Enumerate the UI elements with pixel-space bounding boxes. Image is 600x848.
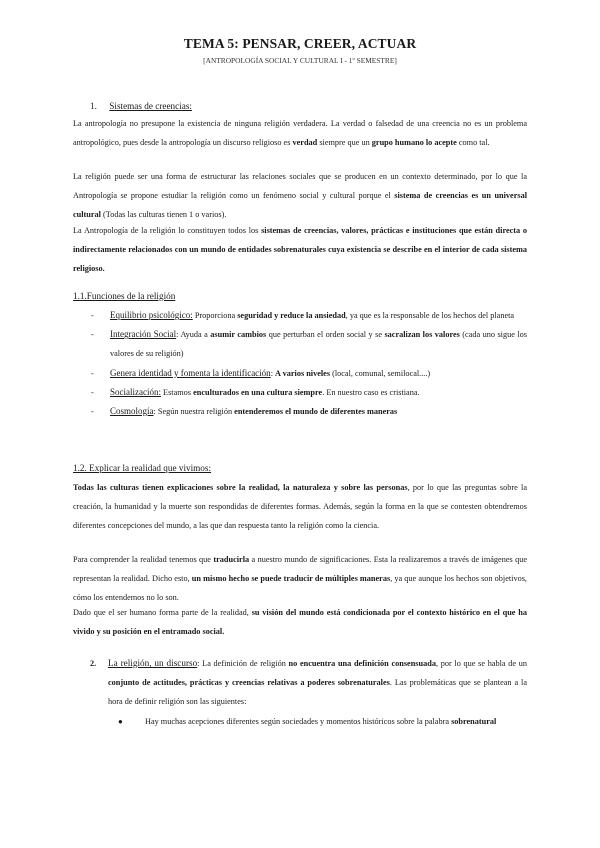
function-text: Proporciona seguridad y reduce la ansiedad, ya que es la responsable de los hechos del planeta <box>192 311 515 320</box>
section-1-2-paragraph-2: Para comprender la realidad tenemos que traducirla a nuestro mundo de significaciones. Esta la realizaremos a través de imágenes que representan la realidad. Dicho esto, un mismo hecho se puede traducir de múltiples maneras, ya que aunque los hechos son objetivos, cómo los entendemos no lo son. <box>73 555 527 603</box>
section-1-1-title: 1.1.Funciones de la religión <box>73 291 176 301</box>
bullet-item <box>108 712 527 731</box>
bold-emphasis: entenderemos el mundo de diferentes maneras <box>234 407 398 417</box>
section-1-2-heading <box>73 463 211 473</box>
bullet-marker: ● <box>118 717 123 726</box>
section-1-2-paragraph-3: Dado que el ser humano forma parte de la realidad, su visión del mundo está condicionada por el contexto histórico en el que ha vivido y su posición en el entramado social. <box>73 608 527 637</box>
function-item-4 <box>73 383 527 402</box>
function-label: Equilibrio psicológico: <box>110 310 193 320</box>
section-2-title: La religión, un discurso <box>108 658 198 668</box>
bullet-text: Hay muchas acepciones diferentes según sociedades y momentos históricos sobre la palabra sobrenatural <box>145 717 497 726</box>
bold-emphasis: conjunto de actitudes, prácticas y creencias relativas a poderes sobrenaturales <box>108 678 390 688</box>
functions-list <box>73 306 527 421</box>
bold-emphasis: Todas las culturas tienen explicaciones sobre la realidad, la naturaleza y sobre las personas <box>73 483 408 492</box>
section-1-1-heading <box>73 291 175 301</box>
bold-emphasis: verdad <box>292 138 318 148</box>
function-text: : Ayuda a asumir cambios que perturban el orden social y se sacralizan los valores (cada uno sigue los valores de su religión) <box>110 330 527 359</box>
section-1-title: Sistemas de creencias: <box>109 101 192 111</box>
section-1-paragraph-1: La antropología no presupone la existencia de ninguna religión verdadera. La verdad o falsedad de una creencia no es un problema antropológico, pues desde la antropología un discurso religioso es verdad siempre que un grupo humano lo acepte como tal. <box>73 119 527 148</box>
section-1-paragraph-3: La Antropología de la religión lo constituyen todos los sistemas de creencias, valores, prácticas e instituciones que están directa o indirectamente relacionados con un mundo de entidades sobrenaturales cuya existencia se describe en el interior de cada sistema religioso. <box>73 226 527 274</box>
section-2-bullets <box>108 712 527 731</box>
bold-emphasis: un mismo hecho se puede traducir de múltiples maneras <box>191 574 391 584</box>
bold-emphasis: sistemas de creencias, valores, prácticas e instituciones que están directa o indirectamente relacionados con un mundo de entidades sobrenaturales cuya existencia se describe en el interior de cada sistema religioso. <box>73 226 527 274</box>
function-label: Cosmología <box>110 406 154 417</box>
bold-emphasis: no encuentra una definición consensuada <box>288 659 436 668</box>
dash-marker: - <box>91 311 94 320</box>
page-subtitle: [ANTROPOLOGÍA SOCIAL Y CULTURAL I - 1º SEMESTRE] <box>203 56 397 65</box>
function-item-5 <box>73 402 527 421</box>
bold-emphasis: sacralizan los valores <box>384 330 460 340</box>
bold-emphasis: sistema de creencias es un universal cultural <box>73 191 527 220</box>
section-1-heading <box>90 101 192 111</box>
section-1-number: 1. <box>90 101 97 111</box>
section-1-2-paragraph-1: Todas las culturas tienen explicaciones sobre la realidad, la naturaleza y sobre las personas, por lo que las preguntas sobre la creación, la humanidad y la muerte son respondidas de diferentes formas. Además, según la forma en la que se contesten obtendremos diferentes concepciones del mundo, a las que dan respuesta tanto la religión como la ciencia. <box>73 483 528 531</box>
bold-emphasis: A varios niveles <box>275 368 331 378</box>
function-text: : Según nuestra religión entenderemos el mundo de diferentes maneras <box>153 407 398 417</box>
function-label: Integración Social <box>110 329 177 340</box>
bold-emphasis: traducirla <box>213 555 250 564</box>
function-label: Genera identidad y fomenta la identificación <box>110 367 271 378</box>
function-item-3 <box>73 364 527 383</box>
bold-emphasis: seguridad y reduce la ansiedad <box>237 311 346 320</box>
page-title: TEMA 5: PENSAR, CREER, ACTUAR <box>183 36 417 51</box>
section-2-number: 2. <box>90 659 97 668</box>
dash-marker: - <box>91 387 94 397</box>
section-1-2-title: 1.2. Explicar la realidad que vivimos: <box>73 463 212 473</box>
function-text: Estamos enculturados en una cultura siempre. En nuestro caso es cristiana. <box>160 387 420 397</box>
section-2 <box>90 654 527 712</box>
section-2-text: : La definición de religión no encuentra una definición consensuada, por lo que se habla de un conjunto de actitudes, prácticas y creencias relativas a poderes sobrenaturales. Las problemáticas que se plantean a la hora de definir religión son las siguientes: <box>108 659 528 707</box>
bold-emphasis: asumir cambios <box>210 330 267 340</box>
bold-emphasis: su visión del mundo está condicionada por el contexto histórico en el que ha vivido y su posición en el entramado social. <box>73 608 527 637</box>
dash-marker: - <box>91 330 94 340</box>
function-item-2 <box>73 325 527 363</box>
bold-emphasis: sobrenatural <box>451 717 497 726</box>
function-text: : A varios niveles (local, comunal, semilocal....) <box>270 368 431 378</box>
section-1-paragraph-2: La religión puede ser una forma de estructurar las relaciones sociales que se producen en un contexto determinado, por lo que la Antropología se propone estudiar la religión como un fenómeno social y cultural porque el sistema de creencias es un universal cultural (Todas las culturas tienen 1 o varios). <box>73 172 527 220</box>
function-label: Socialización: <box>110 386 161 397</box>
bold-emphasis: grupo humano lo acepte <box>371 138 457 148</box>
dash-marker: - <box>91 407 94 417</box>
bold-emphasis: enculturados en una cultura siempre <box>193 387 323 397</box>
dash-marker: - <box>91 368 94 378</box>
function-item-1 <box>73 306 527 325</box>
